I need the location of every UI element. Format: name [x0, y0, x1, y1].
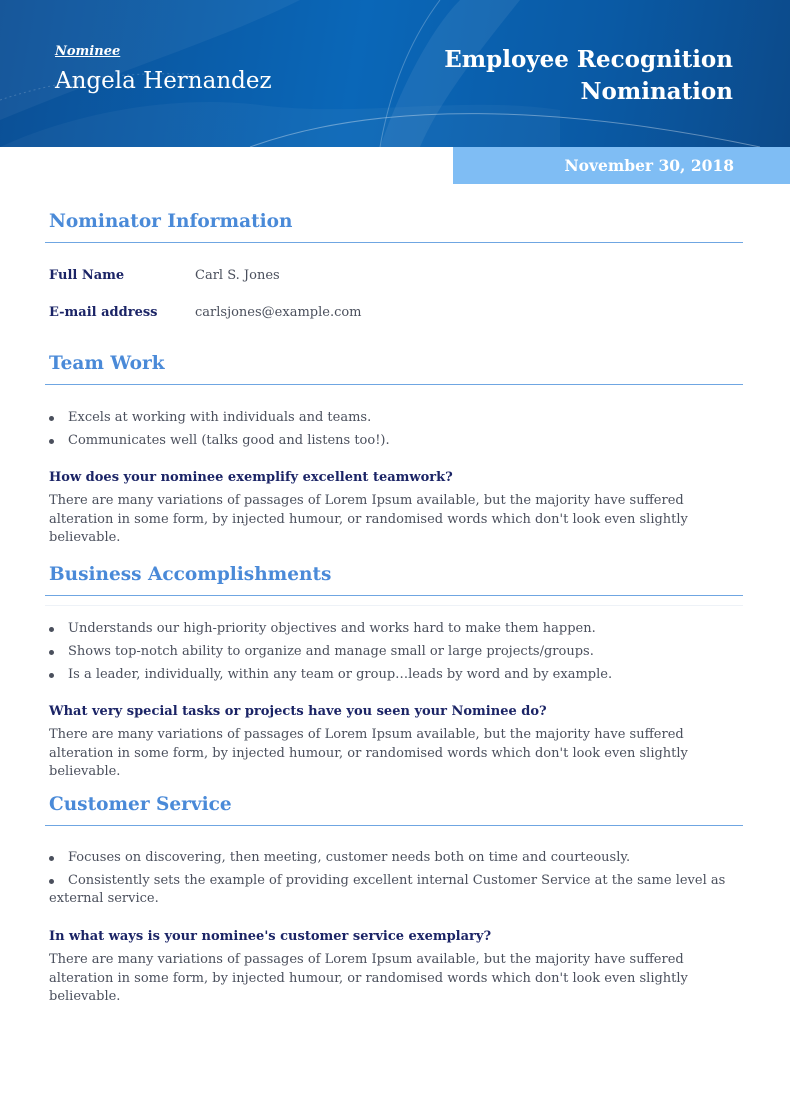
- teamwork-answer: There are many variations of passages of Lorem Ipsum available, but the majority have suffered alteration in some form, by injected humour, or randomised words which don't look even slightly believable.: [49, 493, 688, 545]
- nomination-date: November 30, 2018: [564, 156, 734, 175]
- title-line-1: Employee Recognition: [444, 46, 733, 73]
- bullet-icon: [49, 439, 54, 444]
- bullet-icon: [49, 650, 54, 655]
- teamwork-bullet-list: [49, 409, 739, 455]
- section-divider: [45, 825, 743, 826]
- list-item: Excels at working with individuals and teams.: [49, 409, 739, 427]
- bullet-icon: [49, 879, 54, 884]
- list-item: Shows top-notch ability to organize and manage small or large projects/groups.: [49, 643, 739, 661]
- section-divider: [45, 384, 743, 385]
- section-title-business: Business Accomplishments: [49, 564, 332, 585]
- customer-service-bullet-list: [49, 849, 739, 913]
- teamwork-question: How does your nominee exemplify excellent teamwork?: [49, 470, 453, 485]
- bullet-icon: [49, 856, 54, 861]
- section-divider: [45, 595, 743, 596]
- section-divider: [45, 242, 743, 243]
- list-item: Focuses on discovering, then meeting, customer needs both on time and courteously.: [49, 849, 739, 867]
- header-banner: [0, 0, 790, 147]
- full-name-label: Full Name: [49, 268, 125, 283]
- business-question: What very special tasks or projects have you seen your Nominee do?: [49, 704, 547, 719]
- customer-service-answer: There are many variations of passages of Lorem Ipsum available, but the majority have suffered alteration in some form, by injected humour, or randomised words which don't look even slightly believable.: [49, 952, 688, 1004]
- nominee-name: Angela Hernandez: [55, 68, 272, 94]
- section-title-customer-service: Customer Service: [49, 794, 232, 815]
- bullet-icon: [49, 627, 54, 632]
- bullet-icon: [49, 416, 54, 421]
- document-title: [373, 44, 733, 108]
- section-title-teamwork: Team Work: [49, 353, 165, 374]
- nominee-label: Nominee: [55, 44, 121, 59]
- email-value: carlsjones@example.com: [195, 305, 362, 320]
- business-bullet-list: [49, 620, 739, 689]
- list-item: Consistently sets the example of providing excellent internal Customer Service at the same level as external service.: [49, 873, 726, 906]
- list-item: Understands our high-priority objectives and works hard to make them happen.: [49, 620, 739, 638]
- title-line-2: Nomination: [580, 78, 733, 105]
- section-divider-faint: [45, 605, 743, 606]
- list-item: Communicates well (talks good and listens too!).: [49, 432, 739, 450]
- section-title-nominator: Nominator Information: [49, 211, 293, 232]
- date-bar: [453, 147, 790, 184]
- full-name-value: Carl S. Jones: [195, 268, 280, 283]
- list-item: Is a leader, individually, within any team or group…leads by word and by example.: [49, 666, 739, 684]
- customer-service-question: In what ways is your nominee's customer service exemplary?: [49, 929, 492, 944]
- business-answer: There are many variations of passages of Lorem Ipsum available, but the majority have suffered alteration in some form, by injected humour, or randomised words which don't look even slightly believable.: [49, 727, 688, 779]
- email-label: E-mail address: [49, 305, 158, 320]
- bullet-icon: [49, 673, 54, 678]
